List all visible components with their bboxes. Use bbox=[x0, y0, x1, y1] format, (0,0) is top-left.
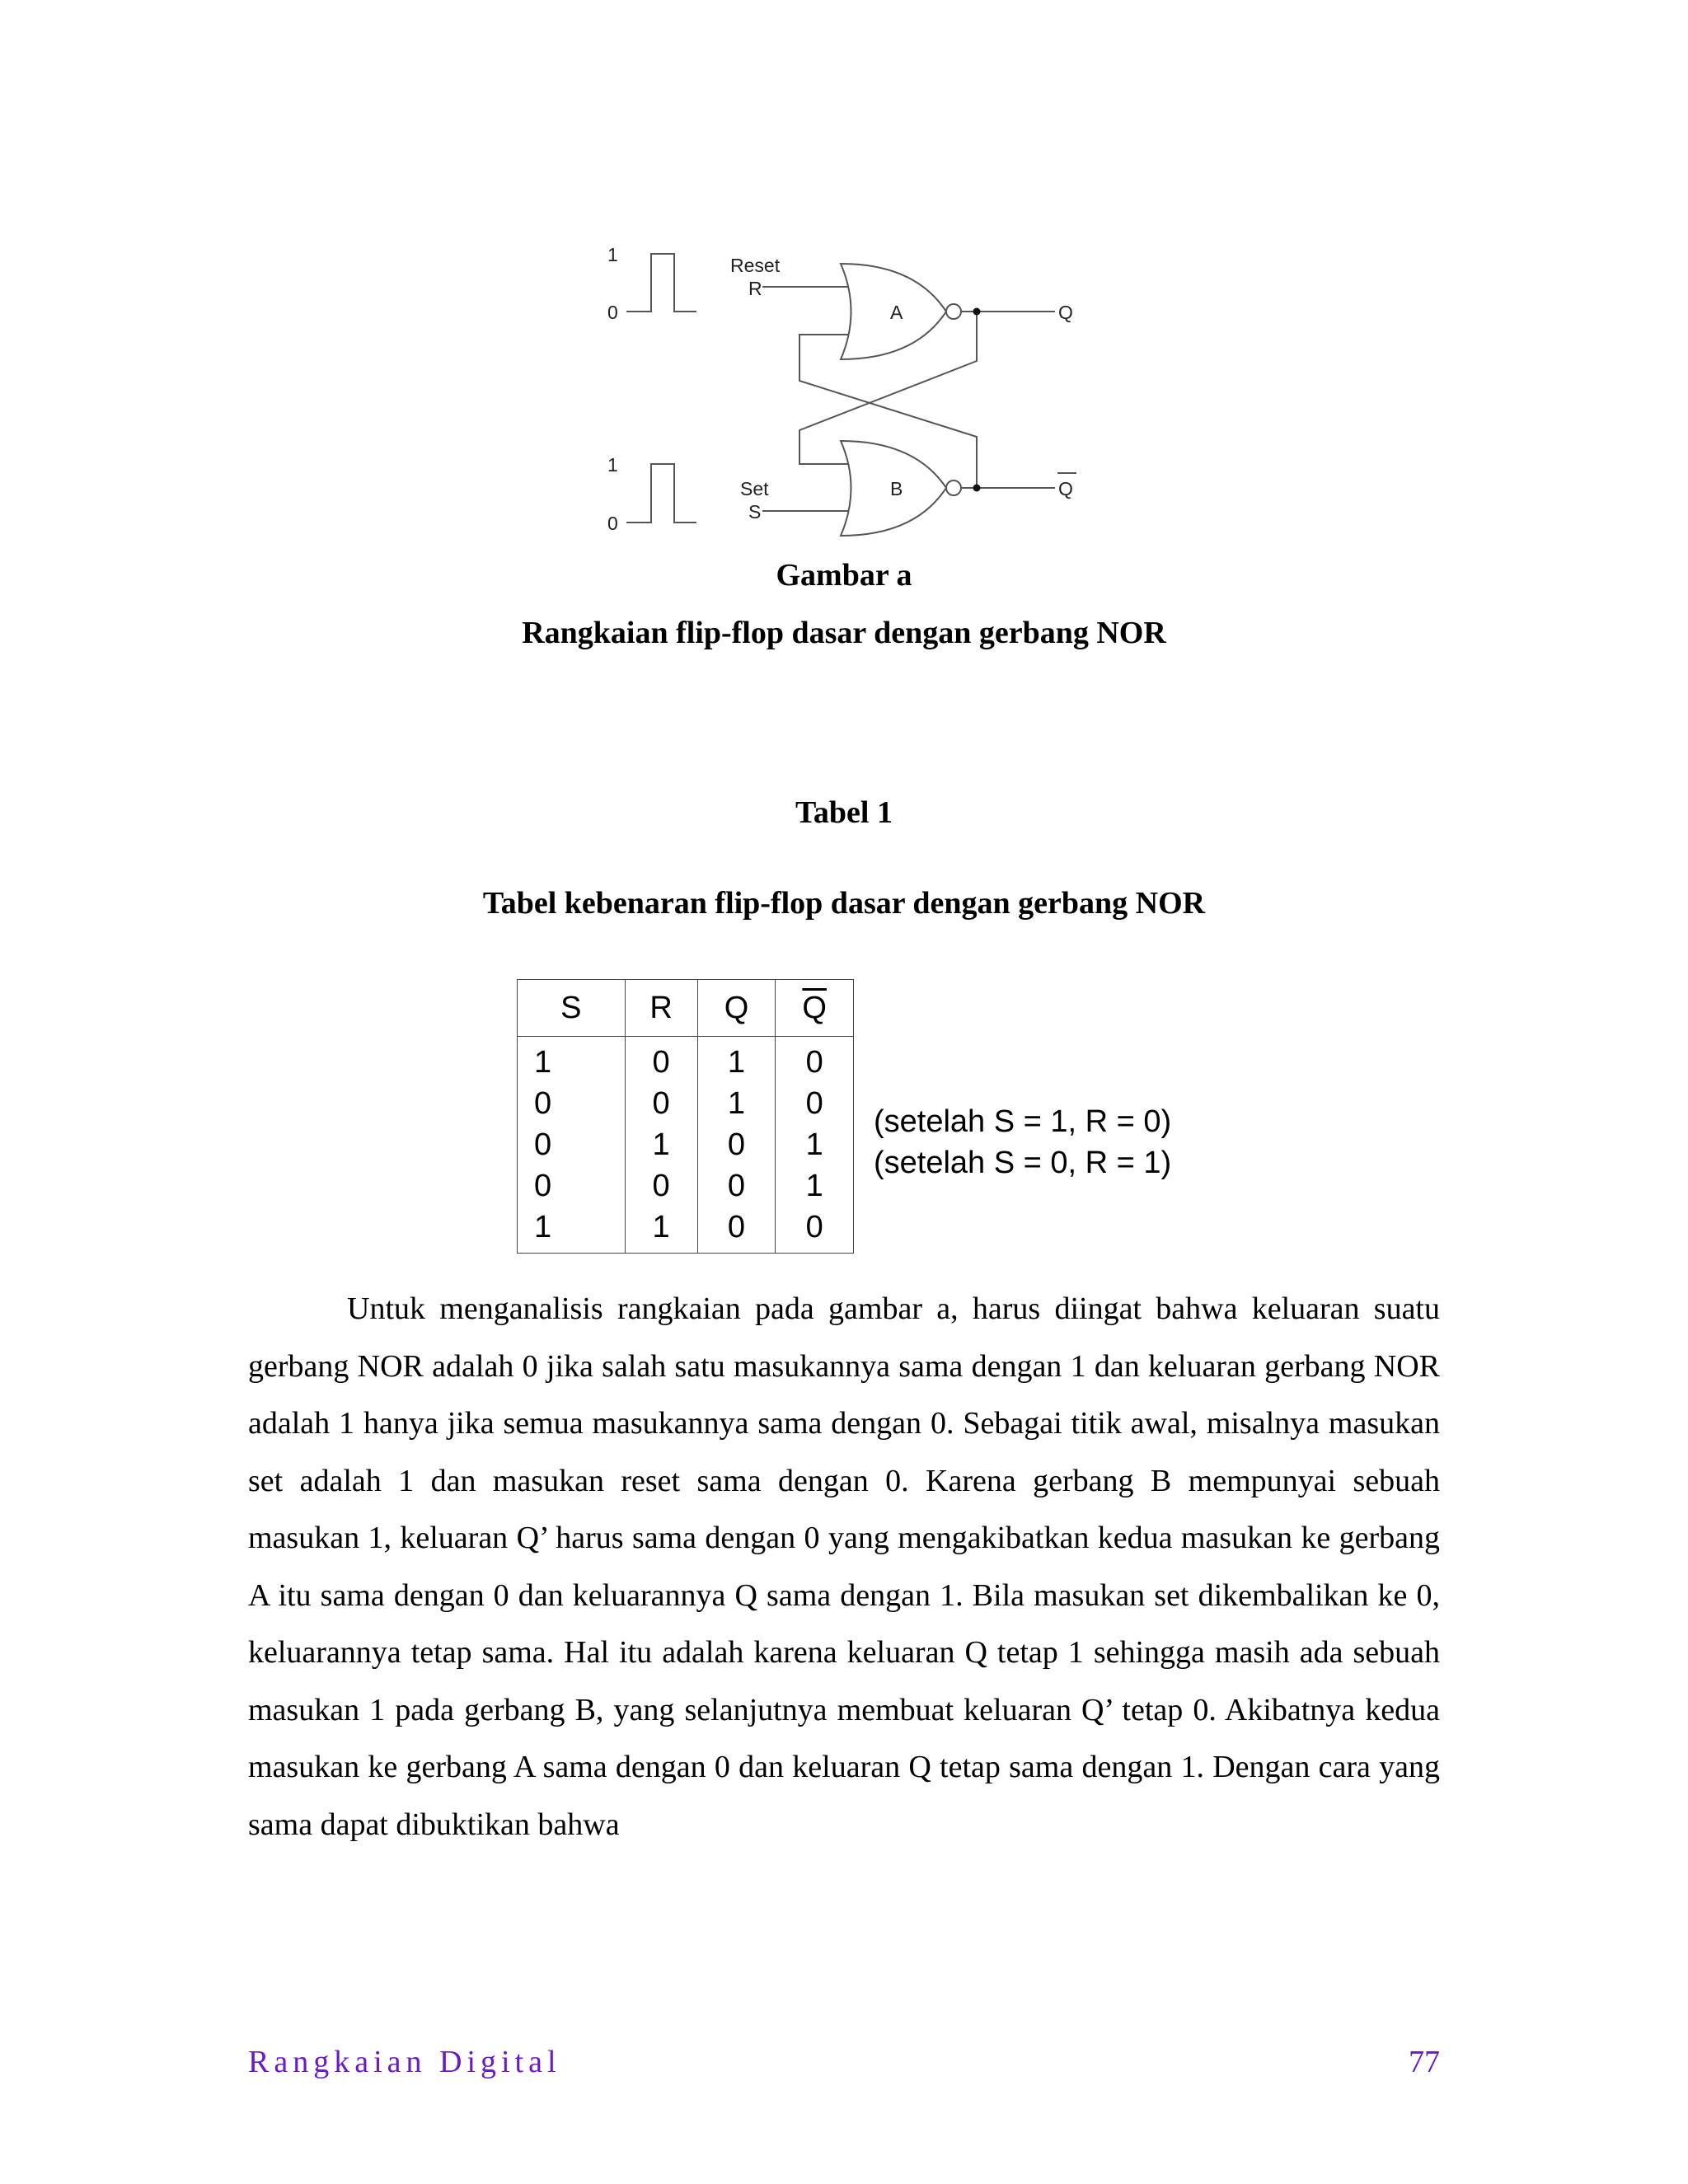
q-output-label: Q bbox=[1058, 302, 1073, 323]
gate-a-bubble bbox=[946, 304, 961, 319]
set-s-label: S bbox=[748, 501, 762, 523]
cell-r-1: 0 bbox=[652, 1045, 670, 1080]
column-s bbox=[518, 1037, 626, 1254]
truth-table-header-row bbox=[518, 980, 854, 1037]
cell-q-3: 0 bbox=[727, 1127, 746, 1162]
cell-s-3: 0 bbox=[534, 1127, 552, 1162]
column-r bbox=[625, 1037, 697, 1254]
note-after-reset: (setelah S = 0, R = 1) bbox=[874, 1146, 1172, 1180]
header-q-bar: $\overline{Q}$ bbox=[776, 980, 854, 1037]
cell-r-3: 1 bbox=[652, 1127, 670, 1162]
cell-q-bar-3: 1 bbox=[805, 1127, 823, 1162]
cell-s-5: 1 bbox=[534, 1210, 552, 1244]
cell-q-bar-4: 1 bbox=[805, 1169, 823, 1203]
set-pulse-waveform bbox=[626, 464, 696, 523]
cell-s-1: 1 bbox=[534, 1045, 552, 1080]
table-notes bbox=[874, 1101, 1171, 1183]
figure-caption-text: Rangkaian flip-flop dasar dengan gerbang NOR bbox=[522, 616, 1166, 650]
header-s: S bbox=[518, 980, 626, 1037]
gate-a-label: A bbox=[890, 302, 903, 323]
table-title: Tabel kebenaran flip-flop dasar dengan gerbang NOR bbox=[482, 886, 1206, 921]
cell-q-4: 0 bbox=[727, 1169, 746, 1203]
cell-r-5: 1 bbox=[652, 1210, 670, 1244]
reset-label: Reset bbox=[730, 255, 781, 276]
footer-page-number: 77 bbox=[1409, 2045, 1440, 2079]
cell-q-bar-2: 0 bbox=[805, 1086, 823, 1121]
pulse-top-low-label: 0 bbox=[607, 302, 618, 323]
q-bar-junction-dot bbox=[973, 485, 981, 492]
cell-q-2: 1 bbox=[727, 1086, 746, 1121]
pulse-top-high-label: 1 bbox=[607, 244, 618, 265]
cell-q-bar-5: 0 bbox=[805, 1210, 823, 1244]
cell-q-5: 0 bbox=[727, 1210, 746, 1244]
header-r: R bbox=[625, 980, 697, 1037]
cell-q-bar-1: 0 bbox=[805, 1045, 823, 1080]
truth-table-body bbox=[518, 1037, 854, 1254]
header-q: Q bbox=[697, 980, 776, 1037]
cell-s-2: 0 bbox=[534, 1086, 552, 1121]
q-junction-dot bbox=[973, 308, 981, 316]
feedback-wire-b-to-a bbox=[799, 335, 977, 488]
set-label: Set bbox=[740, 478, 769, 499]
column-q-bar bbox=[776, 1037, 854, 1254]
cell-r-4: 0 bbox=[652, 1169, 670, 1203]
reset-r-label: R bbox=[748, 278, 762, 299]
figure-caption-title: Gambar a bbox=[776, 558, 912, 593]
pulse-bottom-low-label: 0 bbox=[607, 513, 618, 534]
body-paragraph: Untuk menganalisis rangkaian pada gambar a, harus diingat bahwa keluaran suatu gerbang NOR adalah 0 jika salah satu masukannya sama dengan 1 dan keluaran gerbang NOR adalah 1 hanya jika semua masukannya sama dengan 0. Sebagai titik awal, misalnya masukan set adalah 1 dan masukan reset sama dengan 0. Karena gerbang B mempunyai sebuah masukan 1, keluaran Q’ harus sama dengan 0 yang mengakibatkan kedua masukan ke gerbang A itu sama dengan 0 dan keluarannya Q sama dengan 1. Bila masukan set dikembalikan ke 0, keluarannya tetap sama. Hal itu adalah karena keluaran Q tetap 1 sehingga masih ada sebuah masukan 1 pada gerbang B, yang selanjutnya membuat keluaran Q’ tetap 0. Akibatnya kedua masukan ke gerbang A sama dengan 0 dan keluaran Q tetap sama dengan 1. Dengan cara yang sama dapat dibuktikan bahwa bbox=[248, 1291, 1440, 1842]
table-label: Tabel 1 bbox=[795, 795, 893, 830]
nor-flip-flop-diagram bbox=[0, 0, 1688, 560]
cell-q-1: 1 bbox=[727, 1045, 746, 1080]
truth-table bbox=[517, 979, 854, 1254]
footer-book-title: Rangkaian Digital bbox=[248, 2045, 561, 2079]
q-bar-output-label: Q bbox=[1058, 478, 1073, 499]
column-q bbox=[697, 1037, 776, 1254]
pulse-bottom-high-label: 1 bbox=[607, 454, 618, 476]
cell-s-4: 0 bbox=[534, 1169, 552, 1203]
reset-pulse-waveform bbox=[626, 254, 696, 312]
gate-b-bubble bbox=[946, 480, 961, 495]
gate-b-label: B bbox=[890, 478, 903, 499]
note-after-set: (setelah S = 1, R = 0) bbox=[874, 1104, 1172, 1139]
cell-r-2: 0 bbox=[652, 1086, 670, 1121]
